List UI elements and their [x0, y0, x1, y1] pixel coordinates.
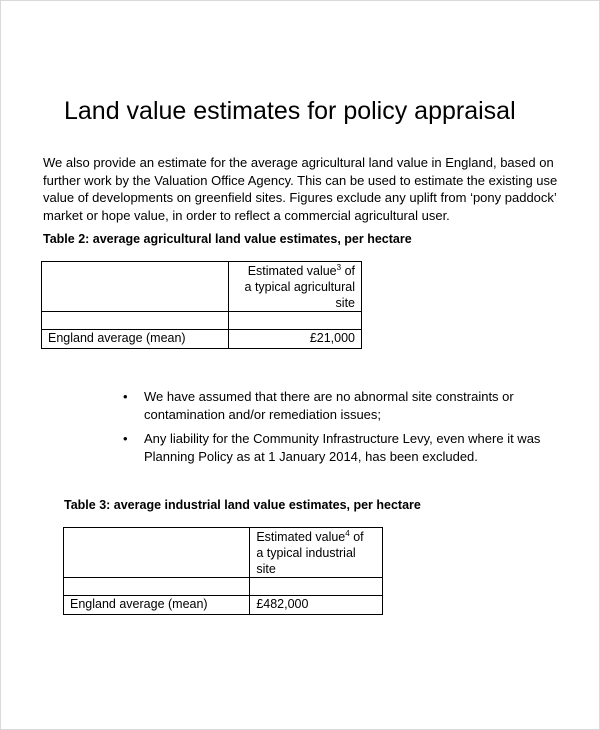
table3-caption: Table 3: average industrial land value estimates, per hectare — [64, 498, 421, 512]
empty-header-cell — [42, 262, 229, 312]
intro-line: We also provide an estimate for the average agricultural land value in England, based on — [43, 155, 554, 170]
assumptions-list — [121, 388, 540, 472]
footnote-marker: 3 — [336, 263, 342, 272]
intro-line: further work by the Valuation Office Agency. This can be used to estimate the existing use — [43, 172, 558, 188]
industrial-land-value-table — [63, 527, 383, 615]
table-header-row — [42, 262, 362, 312]
row-label: England average (mean) — [64, 596, 250, 615]
row-value: £21,000 — [229, 330, 362, 349]
list-item: • We have assumed that there are no abnormal site constraints or contamination and/or remediation issues; — [123, 389, 514, 422]
table-header-row — [64, 528, 383, 578]
table2-caption: Table 2: average agricultural land value estimates, per hectare — [43, 232, 412, 246]
estimated-value-header: Estimated value$^3$ of a typical agricultural site — [229, 262, 362, 312]
table-row — [42, 312, 362, 330]
table-row — [64, 578, 383, 596]
bullet-icon: • — [123, 389, 128, 404]
intro-line: market or hope value, in order to reflect a commercial agricultural user. — [43, 207, 450, 223]
footnote-marker: 4 — [345, 529, 350, 538]
agricultural-land-value-table — [41, 261, 362, 349]
list-item: • Any liability for the Community Infrastructure Levy, even where it was Planning Policy as at 1 January 2014, has been excluded. — [123, 431, 541, 464]
row-label: England average (mean) — [42, 330, 229, 349]
row-value: £482,000 — [250, 596, 383, 615]
table-row — [64, 596, 383, 615]
intro-line: value of developments on greenfield sites. Figures exclude any uplift from ‘pony paddock’ — [43, 190, 557, 205]
page-title: Land value estimates for policy appraisal — [64, 97, 516, 125]
empty-header-cell — [64, 528, 250, 578]
estimated-value-header: Estimated value$^4$ of a typical industrial site — [250, 528, 383, 578]
table-row — [42, 330, 362, 349]
bullet-icon: • — [123, 431, 128, 446]
intro-paragraph — [43, 154, 568, 224]
